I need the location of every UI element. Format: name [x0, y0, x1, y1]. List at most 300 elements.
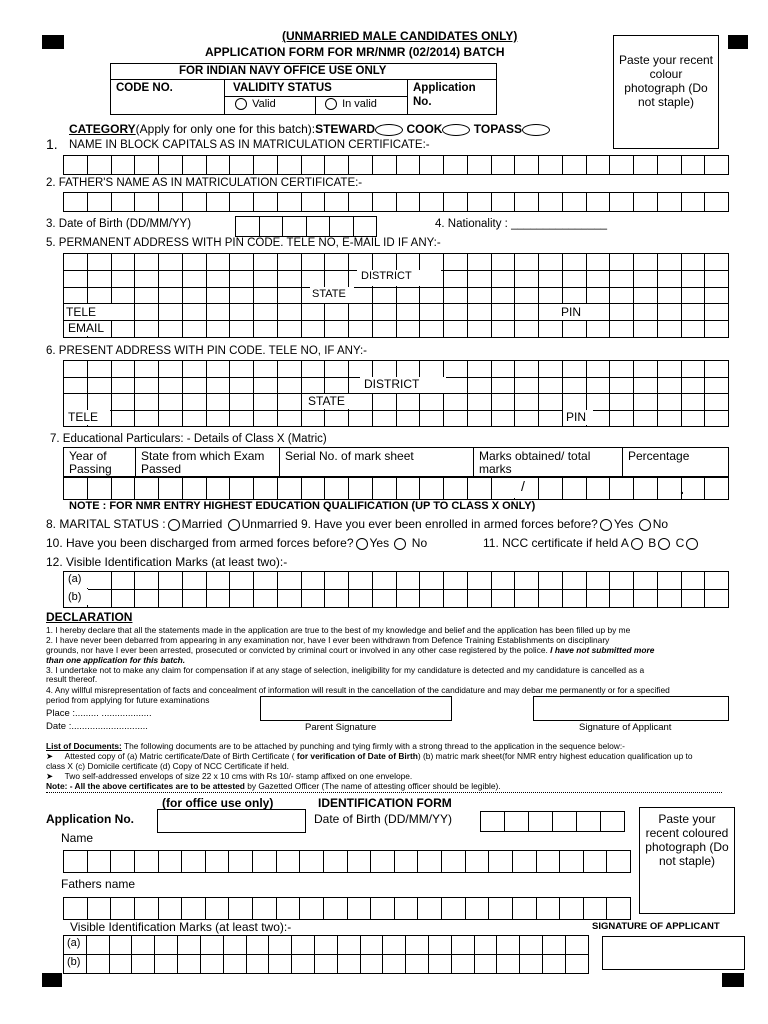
entry-cell[interactable] [372, 321, 396, 338]
entry-cell[interactable] [206, 478, 230, 500]
entry-cell[interactable] [109, 936, 132, 955]
entry-cell[interactable] [705, 254, 729, 271]
entry-cell[interactable] [383, 955, 406, 974]
entry-cell[interactable] [586, 478, 610, 500]
permanent-address-grid-table[interactable] [63, 253, 729, 338]
entry-cell[interactable] [515, 377, 539, 394]
entry-cell[interactable] [705, 478, 729, 500]
entry-cell[interactable] [681, 361, 705, 378]
entry-cell[interactable] [491, 156, 515, 175]
entry-cell[interactable] [420, 590, 444, 608]
entry-cell[interactable] [539, 572, 563, 590]
entry-cell[interactable] [182, 321, 206, 338]
entry-cell[interactable] [323, 898, 347, 920]
entry-cell[interactable] [277, 254, 301, 271]
entry-cell[interactable] [515, 270, 539, 287]
entry-cell[interactable] [254, 478, 278, 500]
entry-cell[interactable] [705, 270, 729, 287]
entry-cell[interactable] [254, 254, 278, 271]
entry-cell[interactable] [155, 936, 178, 955]
entry-cell[interactable] [705, 377, 729, 394]
entry-cell[interactable] [543, 936, 566, 955]
entry-cell[interactable] [87, 270, 111, 287]
entry-cell[interactable] [64, 377, 88, 394]
entry-cell[interactable] [206, 304, 230, 321]
entry-cell[interactable] [565, 936, 588, 955]
entry-cell[interactable] [539, 287, 563, 304]
entry-cell[interactable] [396, 394, 420, 411]
entry-cell[interactable] [300, 851, 324, 873]
entry-cell[interactable] [497, 955, 520, 974]
entry-cell[interactable] [406, 955, 429, 974]
entry-cell[interactable] [586, 321, 610, 338]
entry-cell[interactable] [259, 217, 283, 237]
entry-cell[interactable] [394, 851, 418, 873]
entry-cell[interactable] [349, 254, 373, 271]
entry-cell[interactable] [182, 270, 206, 287]
entry-cell[interactable] [206, 394, 230, 411]
entry-cell[interactable] [277, 410, 301, 427]
entry-cell[interactable] [515, 410, 539, 427]
entry-cell[interactable] [512, 898, 536, 920]
entry-cell[interactable] [396, 410, 420, 427]
entry-cell[interactable] [277, 572, 301, 590]
entry-cell[interactable] [586, 590, 610, 608]
entry-cell[interactable] [269, 955, 292, 974]
entry-cell[interactable] [254, 321, 278, 338]
entry-cell[interactable] [200, 936, 223, 955]
entry-cell[interactable] [372, 287, 396, 304]
entry-cell[interactable] [64, 851, 88, 873]
entry-cell[interactable] [64, 478, 88, 500]
entry-cell[interactable] [515, 304, 539, 321]
entry-cell[interactable] [657, 572, 681, 590]
entry-cell[interactable] [705, 304, 729, 321]
entry-cell[interactable] [562, 590, 586, 608]
entry-cell[interactable] [301, 377, 325, 394]
entry-cell[interactable] [64, 394, 88, 411]
entry-cell[interactable] [657, 377, 681, 394]
entry-cell[interactable] [87, 361, 111, 378]
entry-cell[interactable] [277, 478, 301, 500]
entry-cell[interactable] [182, 572, 206, 590]
entry-cell[interactable] [314, 955, 337, 974]
entry-cell[interactable] [396, 254, 420, 271]
entry-cell[interactable] [681, 193, 705, 212]
ncc-a-radio[interactable] [631, 538, 643, 550]
entry-cell[interactable] [372, 572, 396, 590]
entry-cell[interactable] [111, 361, 135, 378]
entry-cell[interactable] [87, 572, 111, 590]
entry-cell[interactable] [325, 321, 349, 338]
entry-cell[interactable] [610, 287, 634, 304]
entry-cell[interactable] [491, 270, 515, 287]
entry-cell[interactable] [230, 590, 254, 608]
entry-cell[interactable] [705, 287, 729, 304]
entry-cell[interactable] [182, 193, 206, 212]
entry-cell[interactable] [135, 478, 159, 500]
entry-cell[interactable] [182, 304, 206, 321]
cook-oval[interactable] [442, 124, 470, 136]
entry-cell[interactable] [467, 304, 491, 321]
entry-cell[interactable] [372, 304, 396, 321]
topass-oval[interactable] [522, 124, 550, 136]
entry-cell[interactable] [681, 270, 705, 287]
entry-cell[interactable] [586, 361, 610, 378]
entry-cell[interactable] [230, 193, 254, 212]
entry-cell[interactable] [178, 955, 201, 974]
entry-cell[interactable] [306, 217, 330, 237]
entry-cell[interactable] [383, 936, 406, 955]
entry-cell[interactable] [681, 478, 705, 500]
entry-cell[interactable] [159, 321, 183, 338]
entry-cell[interactable] [515, 254, 539, 271]
entry-cell[interactable] [325, 590, 349, 608]
entry-cell[interactable] [111, 898, 135, 920]
entry-cell[interactable] [155, 955, 178, 974]
entry-cell[interactable] [253, 898, 277, 920]
applicant-signature-box[interactable] [533, 696, 729, 721]
entry-cell[interactable] [132, 955, 155, 974]
entry-cell[interactable] [277, 156, 301, 175]
entry-cell[interactable] [277, 361, 301, 378]
entry-cell[interactable] [420, 321, 444, 338]
entry-cell[interactable] [467, 156, 491, 175]
entry-cell[interactable] [349, 410, 373, 427]
entry-cell[interactable] [451, 955, 474, 974]
entry-cell[interactable] [135, 254, 159, 271]
entry-cell[interactable] [610, 572, 634, 590]
entry-cell[interactable] [301, 156, 325, 175]
entry-cell[interactable] [229, 851, 253, 873]
entry-cell[interactable] [254, 410, 278, 427]
entry-cell[interactable] [349, 572, 373, 590]
entry-cell[interactable] [420, 156, 444, 175]
entry-cell[interactable] [610, 361, 634, 378]
entry-cell[interactable] [330, 217, 354, 237]
entry-cell[interactable] [444, 304, 468, 321]
entry-cell[interactable] [230, 478, 254, 500]
entry-cell[interactable] [254, 590, 278, 608]
entry-cell[interactable] [444, 361, 468, 378]
entry-cell[interactable] [444, 321, 468, 338]
entry-cell[interactable] [206, 193, 230, 212]
entry-cell[interactable] [135, 572, 159, 590]
entry-cell[interactable] [520, 955, 543, 974]
entry-cell[interactable] [634, 377, 658, 394]
entry-cell[interactable] [583, 851, 607, 873]
entry-cell[interactable] [444, 287, 468, 304]
entry-cell[interactable] [505, 812, 529, 832]
q9-no-radio[interactable] [639, 519, 651, 531]
entry-cell[interactable] [586, 304, 610, 321]
entry-cell[interactable] [182, 851, 206, 873]
entry-cell[interactable] [610, 321, 634, 338]
entry-cell[interactable] [206, 321, 230, 338]
entry-cell[interactable] [444, 156, 468, 175]
entry-cell[interactable] [491, 321, 515, 338]
entry-cell[interactable] [444, 270, 468, 287]
entry-cell[interactable] [562, 193, 586, 212]
entry-cell[interactable] [565, 955, 588, 974]
entry-cell[interactable] [529, 812, 553, 832]
entry-cell[interactable] [634, 410, 658, 427]
entry-cell[interactable] [681, 377, 705, 394]
entry-cell[interactable] [206, 254, 230, 271]
id-marks-grid-table[interactable] [63, 935, 589, 974]
entry-cell[interactable] [610, 254, 634, 271]
entry-cell[interactable] [301, 361, 325, 378]
entry-cell[interactable] [657, 193, 681, 212]
entry-cell[interactable] [657, 361, 681, 378]
entry-cell[interactable] [371, 898, 395, 920]
entry-cell[interactable] [135, 410, 159, 427]
entry-cell[interactable] [515, 321, 539, 338]
entry-cell[interactable] [444, 377, 468, 394]
entry-cell[interactable] [420, 304, 444, 321]
entry-cell[interactable] [277, 590, 301, 608]
entry-cell[interactable] [562, 361, 586, 378]
entry-cell[interactable] [497, 936, 520, 955]
entry-cell[interactable] [87, 898, 111, 920]
entry-cell[interactable] [560, 898, 584, 920]
entry-cell[interactable] [223, 955, 246, 974]
entry-cell[interactable] [254, 193, 278, 212]
entry-cell[interactable] [159, 287, 183, 304]
entry-cell[interactable] [562, 254, 586, 271]
entry-cell[interactable] [467, 410, 491, 427]
entry-cell[interactable] [349, 590, 373, 608]
entry-cell[interactable] [353, 217, 377, 237]
entry-cell[interactable] [539, 590, 563, 608]
entry-cell[interactable] [586, 572, 610, 590]
entry-cell[interactable] [206, 287, 230, 304]
entry-cell[interactable] [283, 217, 307, 237]
entry-cell[interactable] [601, 812, 625, 832]
entry-cell[interactable] [111, 572, 135, 590]
entry-cell[interactable] [610, 590, 634, 608]
entry-cell[interactable] [349, 478, 373, 500]
entry-cell[interactable] [634, 254, 658, 271]
entry-cell[interactable] [491, 410, 515, 427]
entry-cell[interactable] [300, 898, 324, 920]
entry-cell[interactable] [206, 156, 230, 175]
entry-cell[interactable] [489, 851, 513, 873]
entry-cell[interactable] [206, 377, 230, 394]
entry-cell[interactable] [230, 270, 254, 287]
entry-cell[interactable] [111, 410, 135, 427]
entry-cell[interactable] [562, 270, 586, 287]
entry-cell[interactable] [634, 270, 658, 287]
entry-cell[interactable] [159, 478, 183, 500]
entry-cell[interactable] [111, 304, 135, 321]
entry-cell[interactable] [491, 572, 515, 590]
entry-cell[interactable] [325, 478, 349, 500]
entry-cell[interactable] [64, 898, 88, 920]
entry-cell[interactable] [159, 193, 183, 212]
entry-cell[interactable] [325, 193, 349, 212]
entry-cell[interactable] [349, 156, 373, 175]
entry-cell[interactable] [562, 287, 586, 304]
entry-cell[interactable] [515, 361, 539, 378]
entry-cell[interactable] [705, 410, 729, 427]
entry-cell[interactable] [135, 377, 159, 394]
entry-cell[interactable] [420, 361, 444, 378]
entry-cell[interactable] [607, 851, 631, 873]
entry-cell[interactable] [396, 193, 420, 212]
entry-cell[interactable] [705, 193, 729, 212]
entry-cell[interactable] [325, 304, 349, 321]
entry-cell[interactable] [539, 156, 563, 175]
entry-cell[interactable] [681, 287, 705, 304]
entry-cell[interactable] [515, 590, 539, 608]
entry-cell[interactable] [539, 478, 563, 500]
entry-cell[interactable] [536, 851, 560, 873]
entry-cell[interactable] [159, 156, 183, 175]
entry-cell[interactable] [560, 851, 584, 873]
entry-cell[interactable] [562, 394, 586, 411]
entry-cell[interactable] [111, 156, 135, 175]
entry-cell[interactable] [86, 936, 109, 955]
entry-cell[interactable] [657, 478, 681, 500]
entry-cell[interactable] [254, 156, 278, 175]
entry-cell[interactable] [182, 478, 206, 500]
entry-cell[interactable] [539, 254, 563, 271]
entry-cell[interactable] [159, 394, 183, 411]
entry-cell[interactable] [583, 898, 607, 920]
entry-cell[interactable] [159, 377, 183, 394]
entry-cell[interactable] [135, 590, 159, 608]
entry-cell[interactable] [467, 478, 491, 500]
entry-cell[interactable] [111, 851, 135, 873]
entry-cell[interactable] [610, 270, 634, 287]
entry-cell[interactable] [634, 361, 658, 378]
entry-cell[interactable] [657, 254, 681, 271]
entry-cell[interactable] [206, 410, 230, 427]
entry-cell[interactable] [418, 898, 442, 920]
entry-cell[interactable] [111, 193, 135, 212]
entry-cell[interactable] [491, 287, 515, 304]
entry-cell[interactable] [610, 410, 634, 427]
entry-cell[interactable] [236, 217, 260, 237]
entry-cell[interactable] [465, 898, 489, 920]
entry-cell[interactable] [705, 321, 729, 338]
entry-cell[interactable] [396, 361, 420, 378]
entry-cell[interactable] [230, 254, 254, 271]
entry-cell[interactable] [337, 955, 360, 974]
entry-cell[interactable] [539, 321, 563, 338]
entry-cell[interactable] [515, 394, 539, 411]
entry-cell[interactable] [634, 394, 658, 411]
entry-cell[interactable] [159, 410, 183, 427]
entry-cell[interactable] [634, 193, 658, 212]
entry-cell[interactable] [512, 851, 536, 873]
entry-cell[interactable] [277, 321, 301, 338]
entry-cell[interactable] [64, 156, 88, 175]
entry-cell[interactable] [586, 394, 610, 411]
id-dob-grid-table[interactable] [480, 811, 625, 832]
entry-cell[interactable] [681, 394, 705, 411]
entry-cell[interactable] [681, 304, 705, 321]
entry-cell[interactable] [429, 936, 452, 955]
entry-cell[interactable] [182, 361, 206, 378]
entry-cell[interactable] [111, 254, 135, 271]
entry-cell[interactable] [223, 936, 246, 955]
entry-cell[interactable] [467, 361, 491, 378]
entry-cell[interactable] [206, 361, 230, 378]
entry-cell[interactable] [325, 254, 349, 271]
entry-cell[interactable] [301, 193, 325, 212]
entry-cell[interactable] [301, 572, 325, 590]
entry-cell[interactable] [418, 851, 442, 873]
entry-cell[interactable] [372, 478, 396, 500]
entry-cell[interactable] [681, 410, 705, 427]
entry-cell[interactable] [586, 254, 610, 271]
entry-cell[interactable] [87, 394, 111, 411]
entry-cell[interactable] [87, 287, 111, 304]
entry-cell[interactable] [111, 321, 135, 338]
entry-cell[interactable] [111, 590, 135, 608]
entry-cell[interactable] [159, 254, 183, 271]
entry-cell[interactable] [325, 361, 349, 378]
entry-cell[interactable] [64, 270, 88, 287]
entry-cell[interactable] [394, 898, 418, 920]
entry-cell[interactable] [349, 321, 373, 338]
entry-cell[interactable] [349, 361, 373, 378]
entry-cell[interactable] [539, 377, 563, 394]
entry-cell[interactable] [64, 287, 88, 304]
entry-cell[interactable] [230, 321, 254, 338]
entry-cell[interactable] [325, 270, 349, 287]
entry-cell[interactable] [254, 270, 278, 287]
entry-cell[interactable] [159, 590, 183, 608]
entry-cell[interactable] [681, 572, 705, 590]
entry-cell[interactable] [539, 410, 563, 427]
parent-signature-box[interactable] [260, 696, 452, 721]
invalid-option[interactable]: In valid [323, 98, 377, 110]
entry-cell[interactable] [205, 898, 229, 920]
entry-cell[interactable] [444, 193, 468, 212]
entry-cell[interactable] [134, 898, 158, 920]
entry-cell[interactable] [277, 304, 301, 321]
entry-cell[interactable] [301, 478, 325, 500]
entry-cell[interactable] [610, 193, 634, 212]
entry-cell[interactable] [135, 193, 159, 212]
entry-cell[interactable] [182, 898, 206, 920]
entry-cell[interactable] [705, 156, 729, 175]
entry-cell[interactable] [491, 193, 515, 212]
entry-cell[interactable] [705, 361, 729, 378]
entry-cell[interactable] [491, 361, 515, 378]
entry-cell[interactable] [515, 572, 539, 590]
entry-cell[interactable] [562, 156, 586, 175]
entry-cell[interactable] [442, 851, 466, 873]
entry-cell[interactable] [135, 321, 159, 338]
entry-cell[interactable] [132, 936, 155, 955]
entry-cell[interactable] [420, 572, 444, 590]
entry-cell[interactable] [586, 193, 610, 212]
entry-cell[interactable] [349, 193, 373, 212]
entry-cell[interactable] [420, 287, 444, 304]
entry-cell[interactable] [396, 572, 420, 590]
entry-cell[interactable] [87, 254, 111, 271]
entry-cell[interactable] [347, 851, 371, 873]
entry-cell[interactable] [444, 478, 468, 500]
entry-cell[interactable] [420, 394, 444, 411]
entry-cell[interactable] [135, 361, 159, 378]
id-application-no-box[interactable] [157, 809, 306, 833]
entry-cell[interactable] [429, 955, 452, 974]
